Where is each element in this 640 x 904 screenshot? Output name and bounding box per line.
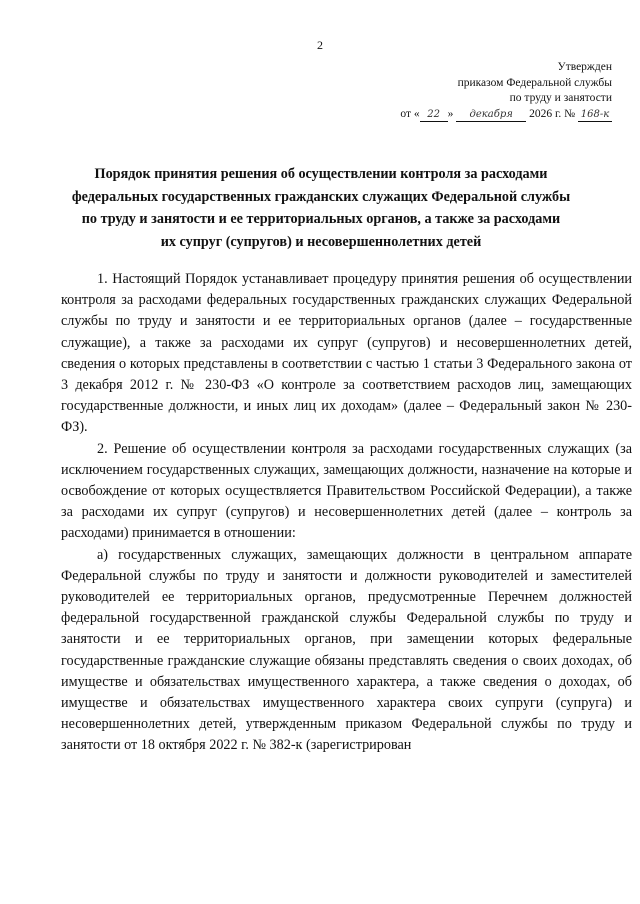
paragraph-2a: а) государственных служащих, замещающих должности в центральном аппарате Федеральной службы по труду и занятости и должности руководителей и заместителей руководителей ее территориальных органов, предусмотренные Перечнем должностей федеральной государственной гражданской службы Федеральной службы по труду и занятости и ее территориальных органов, при замещении которых федеральные государственные гражданские служащие обязаны представлять сведения о своих доходах, об имуществе и обязательствах имущественного характера, а также сведения о доходах, об имуществе и обязательствах имущественного характера своих супруги (супруга) и несовершеннолетних детей, утвержденным приказом Федеральной службы по труду и занятости от 18 октября 2022 г. № 382-к (зарегистрирован [61,546,632,754]
handwritten-order-number: 168-к [578,109,612,122]
handwritten-day: 22 [420,109,448,122]
approval-date-line [400,107,612,123]
date-prefix: от « [400,107,420,120]
approval-line-3: по труду и занятости [509,92,612,104]
document-title [60,163,582,253]
approval-line-1: Утвержден [557,61,612,73]
paragraph-2: 2. Решение об осуществлении контроля за расходами государственных служащих (за исключением государственных служащих, замещающих должности, назначение на которые и освобождение от которых осуществляется Правительством Российской Федерации), а также за расходами их супруг (супругов) и несовершеннолетних детей (далее – контроль за расходами) принимается в отношении: [61,440,632,542]
title-line: их супруг (супругов) и несовершеннолетних детей [160,233,482,250]
handwritten-month: декабря [456,109,526,122]
title-line: Порядок принятия решения об осуществлении контроля за расходами [94,166,548,182]
approval-stamp [400,60,612,122]
page-number: 2 [317,38,323,52]
date-year: 2026 г. № [529,107,576,120]
date-mid: » [447,107,454,120]
title-line: по труду и занятости и ее территориальных органов, а также за расходами [81,211,561,227]
title-line: федеральных государственных гражданских служащих Федеральной службы [71,188,571,205]
document-body [61,269,632,757]
paragraph-1: 1. Настоящий Порядок устанавливает процедуру принятия решения об осуществлении контроля за расходами федеральных государственных гражданских служащих Федеральной службы по труду и занятости и ее территориальных органов (далее – государственные служащие), а также за расходами их супруг (супругов) и несовершеннолетних детей, сведения о которых представлены в соответствии с частью 1 статьи 3 Федерального закона от 3 декабря 2012 г. № 230-ФЗ «О контроле за соответствием расходов лиц, замещающих государственные должности, и иных лиц их доходам» (далее – Федеральный закон № 230-ФЗ). [61,271,632,436]
approval-line-2: приказом Федеральной службы [457,76,612,89]
